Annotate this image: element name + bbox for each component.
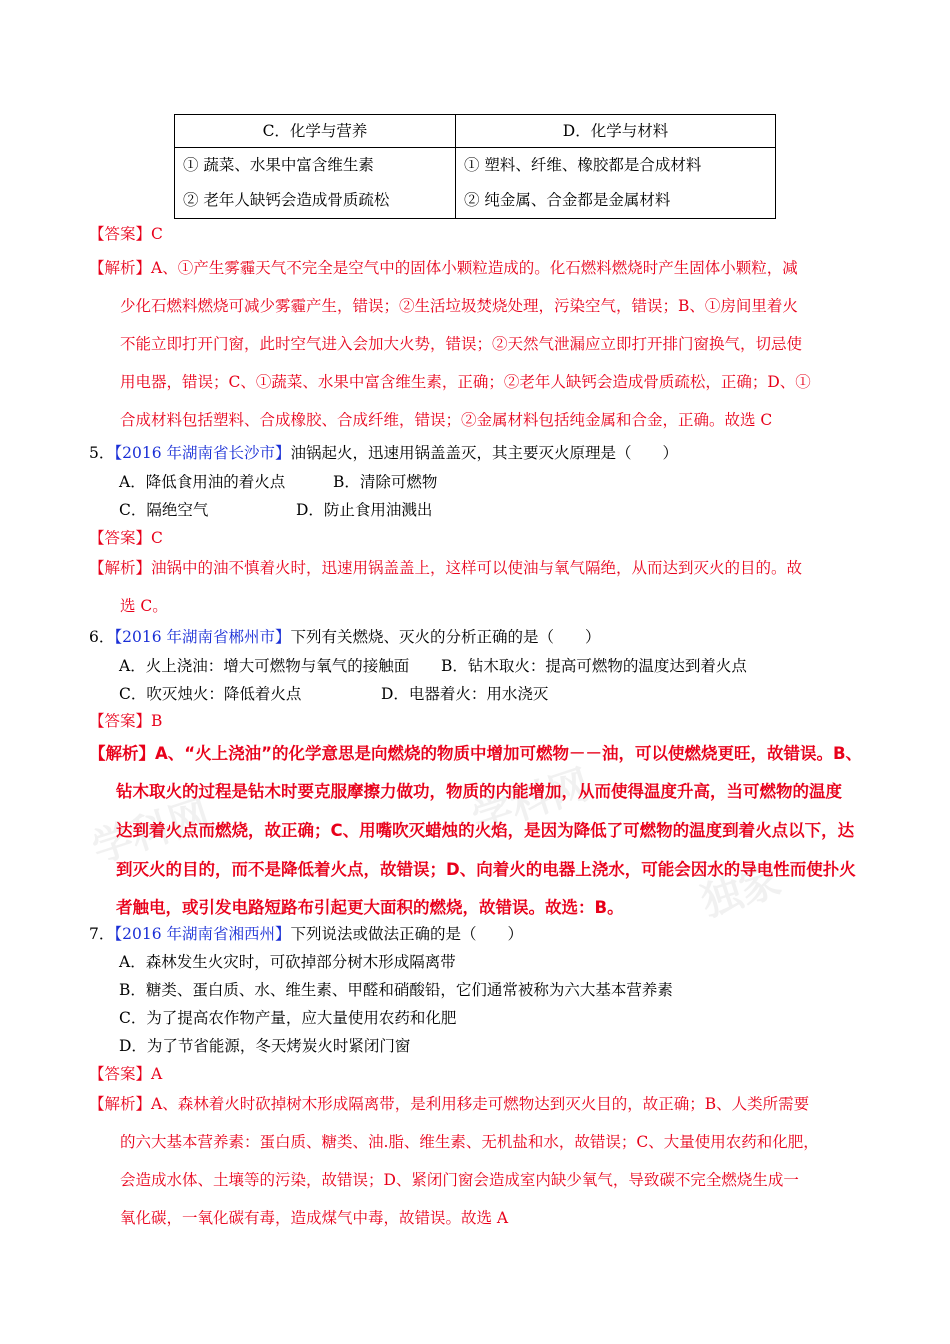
q5-option-d: D．防止食用油溅出 (296, 501, 433, 519)
answer-tag: 【答案】 (89, 712, 152, 730)
question-text: 油锅起火，迅速用锅盖盖灭，其主要灭火原理是（ ） (290, 444, 679, 462)
q5-option-b: B．清除可燃物 (333, 473, 438, 491)
q5-answer (89, 526, 163, 548)
answer-tag: 【答案】 (89, 1065, 152, 1083)
watermark: 独家 (695, 857, 787, 927)
table-row (175, 148, 776, 219)
analysis-line: A、森林着火时砍掉树木形成隔离带，是利用移走可燃物达到灭火目的，故正确；B、人类所需要 (151, 1095, 810, 1113)
analysis-tag: 【解析】 (89, 1095, 152, 1113)
question-number: 7． (89, 925, 115, 943)
question-text: 下列说法或做法正确的是（ ） (290, 925, 524, 943)
analysis-line: 达到着火点而燃烧，故正确；C、用嘴吹灭蜡烛的火焰，是因为降低了可燃物的温度到着火点以下，达 (116, 821, 855, 840)
q6-answer (89, 709, 162, 731)
q6-option-d: D．电器着火：用水浇灭 (381, 685, 549, 703)
answer-value: A (151, 1065, 163, 1083)
analysis-line: 选 C。 (120, 597, 168, 615)
q7-stem (89, 922, 523, 944)
analysis-line: 的六大基本营养素：蛋白质、糖类、油.脂、维生素、无机盐和水，故错误；C、大量使用农药和化肥， (120, 1133, 819, 1151)
analysis-line: 者触电，或引发电路短路布引起更大面积的燃烧，故错误。故选：B。 (116, 898, 624, 917)
q7-option-d: D．为了节省能源，冬天烤炭火时紧闭门窗 (119, 1037, 411, 1055)
question-source: 【2016 年湖南省长沙市】 (114, 444, 291, 462)
watermark: 学科网 (86, 791, 216, 873)
question-text: 下列有关燃烧、灭火的分析正确的是（ ） (290, 628, 601, 646)
question-source: 【2016 年湖南省湘西州】 (114, 925, 291, 943)
analysis-line: 会造成水体、土壤等的污染，故错误；D、紧闭门窗会造成室内缺少氧气，导致碳不完全燃烧生成一 (120, 1171, 799, 1189)
question-number: 5． (89, 444, 115, 462)
analysis-tag: 【解析】 (89, 744, 155, 763)
q5-option-a: A．降低食用油的着火点 (119, 473, 286, 491)
table-header-d: D．化学与材料 (456, 115, 776, 148)
q6-option-a: A．火上浇油：增大可燃物与氧气的接触面 (119, 657, 410, 675)
q7-option-c: C．为了提高农作物产量，应大量使用农药和化肥 (119, 1009, 457, 1027)
table-cell-c (175, 148, 456, 219)
comparison-table (174, 114, 776, 219)
q6-option-b: B．钻木取火：提高可燃物的温度达到着火点 (441, 657, 747, 675)
analysis-line: 合成材料包括塑料、合成橡胶、合成纤维，错误；②金属材料包括纯金属和合金，正确。故选 C (120, 411, 773, 429)
q5-stem (89, 441, 678, 463)
q7-option-a: A．森林发生火灾时，可砍掉部分树木形成隔离带 (119, 953, 456, 971)
table-cell-line: ② 老年人缺钙会造成骨质疏松 (183, 191, 390, 209)
table-cell-line: ① 塑料、纤维、橡胶都是合成材料 (464, 156, 702, 174)
analysis-tag: 【解析】 (89, 259, 152, 277)
answer-value: B (151, 712, 163, 730)
answer-tag: 【答案】 (89, 225, 152, 243)
analysis-line: 钻木取火的过程是钻木时要克服摩擦力做功，物质的内能增加，从而使得温度升高，当可燃物的温度 (116, 782, 842, 801)
q4-answer (89, 222, 163, 244)
q5-option-c: C．隔绝空气 (119, 501, 209, 519)
q7-answer (89, 1062, 162, 1084)
analysis-line: A、“火上浇油”的化学意思是向燃烧的物质中增加可燃物－－油，可以使燃烧更旺，故错误。B、 (155, 744, 863, 763)
table-cell-line: ② 纯金属、合金都是金属材料 (464, 191, 671, 209)
q7-option-b: B．糖类、蛋白质、水、维生素、甲醛和硝酸铅，它们通常被称为六大基本营养素 (119, 981, 673, 999)
answer-tag: 【答案】 (89, 529, 152, 547)
watermark: 学科网 (466, 761, 596, 843)
q6-stem (89, 625, 601, 647)
question-number: 6． (89, 628, 115, 646)
table-cell-line: ① 蔬菜、水果中富含维生素 (183, 156, 374, 174)
analysis-line: 不能立即打开门窗，此时空气进入会加大火势，错误；②天然气泄漏应立即打开排门窗换气，切忌使 (120, 335, 803, 353)
table-header-c: C．化学与营养 (175, 115, 456, 148)
analysis-line: A、①产生雾霾天气不完全是空气中的固体小颗粒造成的。化石燃料燃烧时产生固体小颗粒，减 (151, 259, 798, 277)
table-cell-d (456, 148, 776, 219)
q6-option-c: C．吹灭烛火：降低着火点 (119, 685, 302, 703)
answer-value: C (151, 529, 163, 547)
analysis-line: 油锅中的油不慎着火时，迅速用锅盖盖上，这样可以使油与氧气隔绝，从而达到灭火的目的。故 (151, 559, 803, 577)
analysis-line: 少化石燃料燃烧可减少雾霾产生，错误；②生活垃圾焚烧处理，污染空气，错误；B、①房间里着火 (120, 297, 798, 315)
question-source: 【2016 年湖南省郴州市】 (114, 628, 291, 646)
analysis-tag: 【解析】 (89, 559, 152, 577)
analysis-line: 用电器，错误；C、①蔬菜、水果中富含维生素，正确；②老年人缺钙会造成骨质疏松，正确；D、① (120, 373, 811, 391)
table-header-row (175, 115, 776, 148)
answer-value: C (151, 225, 163, 243)
analysis-line: 到灭火的目的，而不是降低着火点，故错误；D、向着火的电器上浇水，可能会因水的导电性而使扑火 (116, 860, 856, 879)
analysis-line: 氧化碳，一氧化碳有毒，造成煤气中毒，故错误。故选 A (120, 1209, 509, 1227)
